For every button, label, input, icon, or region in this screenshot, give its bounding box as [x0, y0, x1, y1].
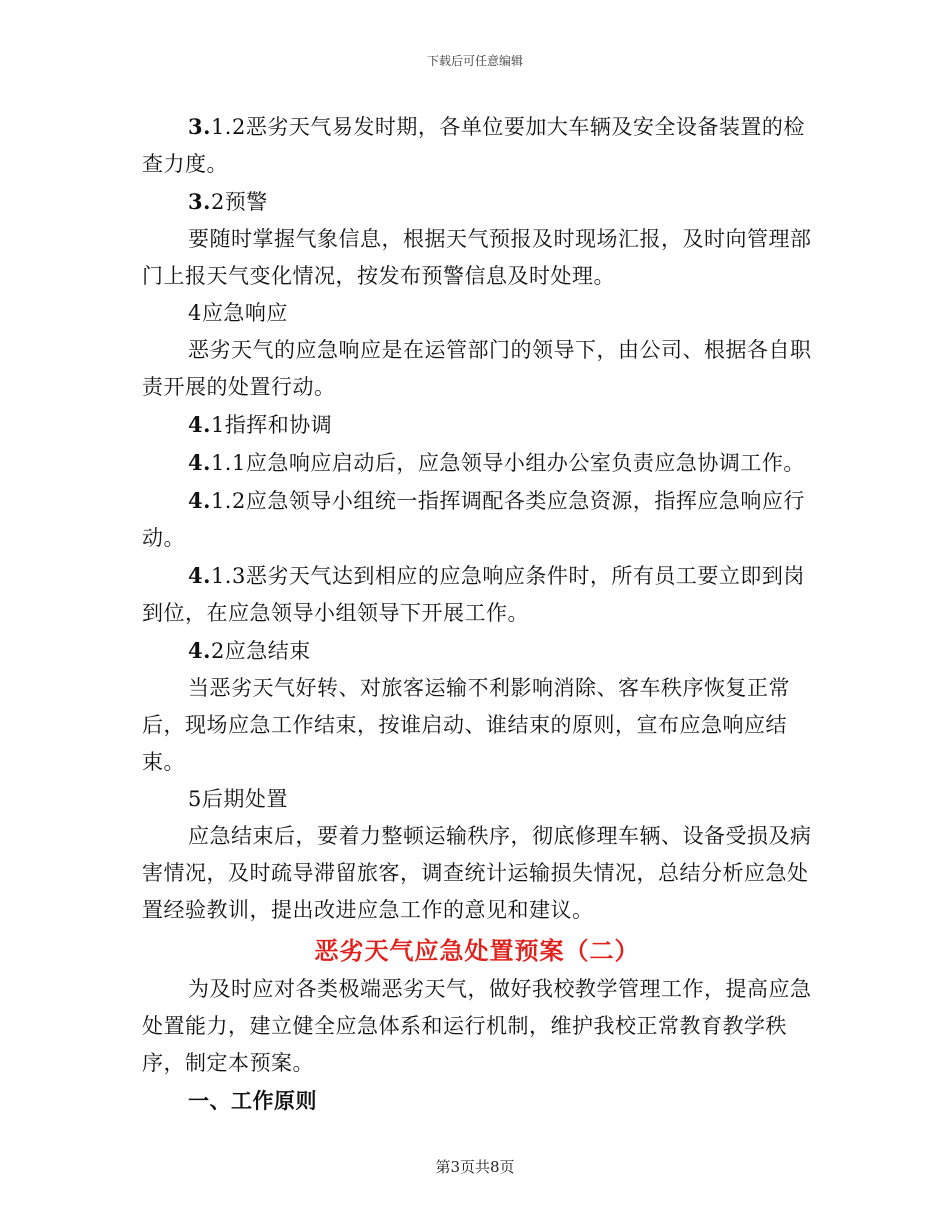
section-number: 4.: [188, 412, 211, 437]
paragraph-5: 5后期处置: [188, 787, 288, 811]
document-body: [142, 108, 812, 1119]
intro-paragraph: 为及时应对各类极端恶劣天气，做好我校教学管理工作，提高应急处置能力，建立健全应急体系和运行机制，维护我校正常教育教学秩序，制定本预案。: [142, 977, 812, 1075]
section-number: 4.: [188, 638, 211, 663]
section-number: 3.: [188, 114, 211, 139]
paragraph-4-1-3: 4.1.3恶劣天气达到相应的应急响应条件时，所有员工要立即到岗到位，在应急领导小组领导下开展工作。: [142, 563, 805, 625]
paragraph-warning-body: 要随时掌握气象信息，根据天气预报及时现场汇报，及时向管理部门上报天气变化情况，按发布预警信息及时处理。: [142, 227, 812, 288]
subheading-principles: 一、工作原则: [188, 1088, 317, 1113]
paragraph-4-1: 4.1指挥和协调: [188, 412, 333, 437]
paragraph-3-1-2: 3.1.2恶劣天气易发时期，各单位要加大车辆及安全设备装置的检查力度。: [142, 114, 805, 176]
paragraph-4-2: 4.2应急结束: [188, 638, 311, 663]
paragraph-4-1-2: 4.1.2应急领导小组统一指挥调配各类应急资源，指挥应急响应行动。: [142, 488, 805, 550]
section-number: 3.: [188, 189, 211, 214]
paragraph-4: 4应急响应: [188, 301, 288, 325]
paragraph-4-1-1: 4.1.1应急响应启动后，应急领导小组办公室负责应急协调工作。: [188, 450, 805, 475]
paragraph-3-2: 3.2预警: [188, 189, 268, 214]
section-number: 4.: [188, 563, 211, 588]
paragraph-aftermath-body: 应急结束后，要着力整顿运输秩序，彻底修理车辆、设备受损及病害情况，及时疏导滞留旅客，调查统计运输损失情况，总结分析应急处置经验教训，提出改进应急工作的意见和建议。: [142, 824, 812, 922]
section-number: 4.: [188, 488, 211, 513]
section-number: 4.: [188, 450, 211, 475]
paragraph-response-body: 恶劣天气的应急响应是在运管部门的领导下，由公司、根据各自职责开展的处置行动。: [142, 338, 812, 399]
page-footer: 第3页共8页: [435, 1158, 515, 1176]
paragraph-end-body: 当恶劣天气好转、对旅客运输不利影响消除、客车秩序恢复正常后，现场应急工作结束，按谁启动、谁结束的原则，宣布应急响应结束。: [142, 676, 790, 774]
section-title: 恶劣天气应急处置预案（二）: [314, 936, 640, 965]
page-header: 下载后可任意编辑: [426, 54, 523, 68]
